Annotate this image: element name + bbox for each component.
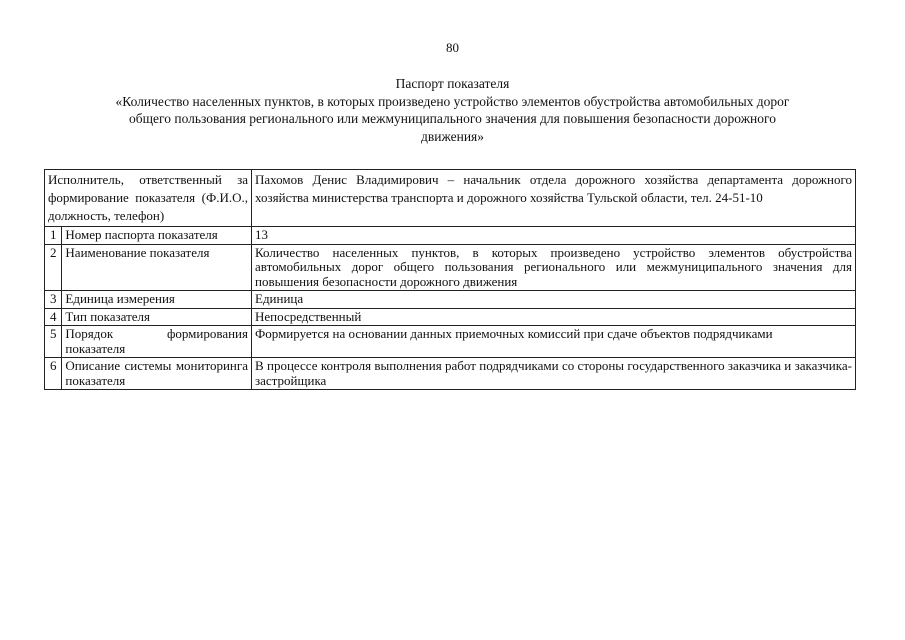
executor-value: Пахомов Денис Владимирович – начальник отдела дорожного хозяйства департамента дорожного хозяйства министерства транспорта и дорожного хозяйства Тульской области, тел. 24-51-10 xyxy=(252,170,856,227)
row-value: 13 xyxy=(252,227,856,245)
document-title: Паспорт показателя xyxy=(395,76,510,91)
row-label: Порядок формирования показателя xyxy=(62,326,252,358)
row-number: 2 xyxy=(45,244,62,291)
document-subtitle-line-3: движения» xyxy=(420,128,485,144)
page-number: 80 xyxy=(446,40,459,55)
indicator-passport-table xyxy=(44,169,856,390)
row-value: В процессе контроля выполнения работ подрядчиками со стороны государственного заказчика и заказчика-застройщика xyxy=(252,358,856,390)
row-label: Тип показателя xyxy=(62,308,252,326)
table-row xyxy=(45,308,856,326)
table-row xyxy=(45,291,856,309)
row-value: Количество населенных пунктов, в которых произведено устройство элементов обустройства автомобильных дорог общего пользования регионального или межмуниципального значения для повышения безопасности дорожного движения xyxy=(252,244,856,291)
row-number: 6 xyxy=(45,358,62,390)
row-label: Номер паспорта показателя xyxy=(62,227,252,245)
table-row-executor xyxy=(45,170,856,227)
document-heading xyxy=(60,75,845,145)
row-label: Описание системы мониторинга показателя xyxy=(62,358,252,390)
row-number: 4 xyxy=(45,308,62,326)
row-label: Единица измерения xyxy=(62,291,252,309)
row-number: 5 xyxy=(45,326,62,358)
row-number: 1 xyxy=(45,227,62,245)
table-row xyxy=(45,326,856,358)
row-label: Наименование показателя xyxy=(62,244,252,291)
table-row xyxy=(45,358,856,390)
table-row xyxy=(45,227,856,245)
row-value: Формируется на основании данных приемочных комиссий при сдаче объектов подрядчиками xyxy=(252,326,856,358)
executor-label: Исполнитель, ответственный за формирование показателя (Ф.И.О., должность, телефон) xyxy=(45,170,252,227)
table-row xyxy=(45,244,856,291)
document-subtitle-line-1: «Количество населенных пунктов, в которых произведено устройство элементов обустройства автомобильных дорог xyxy=(115,93,790,109)
row-value: Единица xyxy=(252,291,856,309)
row-number: 3 xyxy=(45,291,62,309)
document-subtitle-line-2: общего пользования регионального или межмуниципального значения для повышения безопасности дорожного xyxy=(129,111,776,126)
row-value: Непосредственный xyxy=(252,308,856,326)
